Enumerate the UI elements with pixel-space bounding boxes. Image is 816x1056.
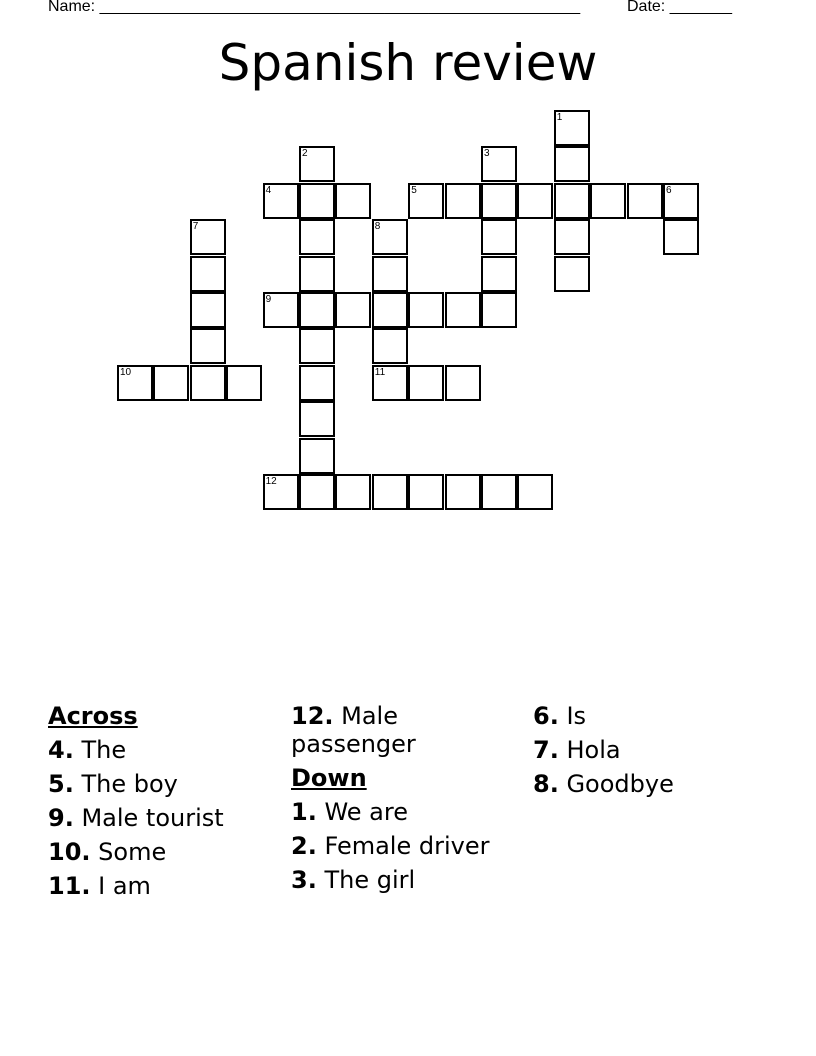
grid-cell[interactable] [372,474,408,510]
grid-cell[interactable] [445,183,481,219]
grid-cell[interactable] [481,474,517,510]
clue-number: 3 [484,148,490,160]
grid-cell[interactable] [627,183,663,219]
clue-item [291,866,516,894]
grid-cell[interactable] [445,474,481,510]
clue-item [48,770,273,798]
down-clue-list [291,798,516,894]
name-field-line: Name: ______________________________________________________ [48,0,581,15]
clue-number: 10 [120,366,132,378]
grid-cell[interactable] [372,219,408,255]
grid-cell[interactable] [590,183,626,219]
clue-number: 9 [265,294,272,305]
grid-cell[interactable] [372,292,408,328]
grid-cell[interactable] [517,183,553,219]
clue-number: 1 [556,112,563,123]
grid-cell[interactable] [190,292,226,328]
grid-cell[interactable] [190,219,226,255]
grid-cell[interactable] [554,256,590,292]
clue-item [48,736,273,764]
clue-item [291,832,516,860]
clue-number: 5 [411,184,417,196]
grid-cell[interactable] [299,365,335,401]
grid-cell[interactable] [517,474,553,510]
clue-item-text: Goodbye [558,770,674,798]
grid-cell[interactable] [299,292,335,328]
grid-cell[interactable] [408,183,444,219]
clue-number: 7 [192,221,199,233]
clue-number: 11 [374,366,386,378]
across-clue-list-continued [291,702,516,758]
grid-cell[interactable] [153,365,189,401]
clue-number: 2 [302,148,308,160]
date-field-line: Date: _______ [627,0,732,15]
grid-cell[interactable] [408,365,444,401]
grid-cell[interactable] [481,146,517,182]
across-heading: Across [48,702,138,730]
grid-cell[interactable] [299,474,335,510]
clue-item-number: 1. [291,798,317,826]
down-heading: Down [291,764,367,792]
clue-item-number: 8. [533,770,559,798]
grid-cell[interactable] [299,146,335,182]
grid-cell[interactable] [663,183,699,219]
grid-cell[interactable] [335,292,371,328]
clue-item [48,804,273,832]
grid-cell[interactable] [445,365,481,401]
grid-cell[interactable] [117,365,153,401]
grid-cell[interactable] [190,328,226,364]
grid-cell[interactable] [408,292,444,328]
grid-cell[interactable] [335,474,371,510]
clue-item-number: 5. [48,770,74,798]
clue-number: 4 [265,184,272,196]
clues-column-2 [291,702,516,900]
clue-item-text: The [73,736,127,764]
clue-item-number: 11. [48,872,91,900]
grid-cell[interactable] [299,328,335,364]
grid-cell[interactable] [554,146,590,182]
clue-item [533,702,758,730]
grid-cell[interactable] [372,365,408,401]
clue-item-text: Some [90,838,167,866]
clue-item [533,736,758,764]
clue-item-number: 3. [291,866,317,894]
clue-item-text: Is [558,702,587,730]
clue-item-number: 10. [48,838,91,866]
grid-cell[interactable] [554,110,590,146]
clue-number: 6 [666,184,672,196]
grid-cell[interactable] [190,256,226,292]
clues-column-3 [533,702,758,804]
grid-cell[interactable] [481,183,517,219]
clue-item [533,770,758,798]
grid-cell[interactable] [226,365,262,401]
clue-item-number: 4. [48,736,74,764]
grid-cell[interactable] [663,219,699,255]
clue-item [291,798,516,826]
grid-cell[interactable] [372,328,408,364]
grid-cell[interactable] [299,401,335,437]
clue-item-number: 12. [291,702,334,730]
clue-item-text: I am [90,872,151,900]
grid-cell[interactable] [481,256,517,292]
grid-cell[interactable] [554,219,590,255]
grid-cell[interactable] [299,256,335,292]
clue-item [291,702,516,758]
page-title: Spanish review [218,34,598,92]
clue-item-text: Hola [558,736,621,764]
grid-cell[interactable] [263,474,299,510]
clues-column-1 [48,702,273,906]
grid-cell[interactable] [299,438,335,474]
grid-cell[interactable] [190,365,226,401]
grid-cell[interactable] [335,183,371,219]
clue-item-number: 6. [533,702,559,730]
grid-cell[interactable] [263,292,299,328]
clue-item-number: 2. [291,832,317,860]
grid-cell[interactable] [263,183,299,219]
clue-item-text: The boy [73,770,178,798]
grid-cell[interactable] [408,474,444,510]
clue-item-text: The girl [316,866,416,894]
grid-cell[interactable] [372,256,408,292]
clue-number: 8 [374,221,381,233]
clue-item [48,872,273,900]
grid-cell[interactable] [299,183,335,219]
clue-item-text: We are [316,798,408,826]
clue-item-number: 7. [533,736,559,764]
clue-item-text: Male passenger [291,702,416,758]
clue-item [48,838,273,866]
grid-cell[interactable] [481,219,517,255]
grid-cell[interactable] [445,292,481,328]
clue-item-text: Female driver [316,832,490,860]
clue-number: 12 [265,476,277,487]
grid-cell[interactable] [481,292,517,328]
clue-item-number: 9. [48,804,74,832]
clue-item-text: Male tourist [73,804,224,832]
across-clue-list [48,736,273,900]
grid-cell[interactable] [554,183,590,219]
down-clue-list-continued [533,702,758,798]
grid-cell[interactable] [299,219,335,255]
